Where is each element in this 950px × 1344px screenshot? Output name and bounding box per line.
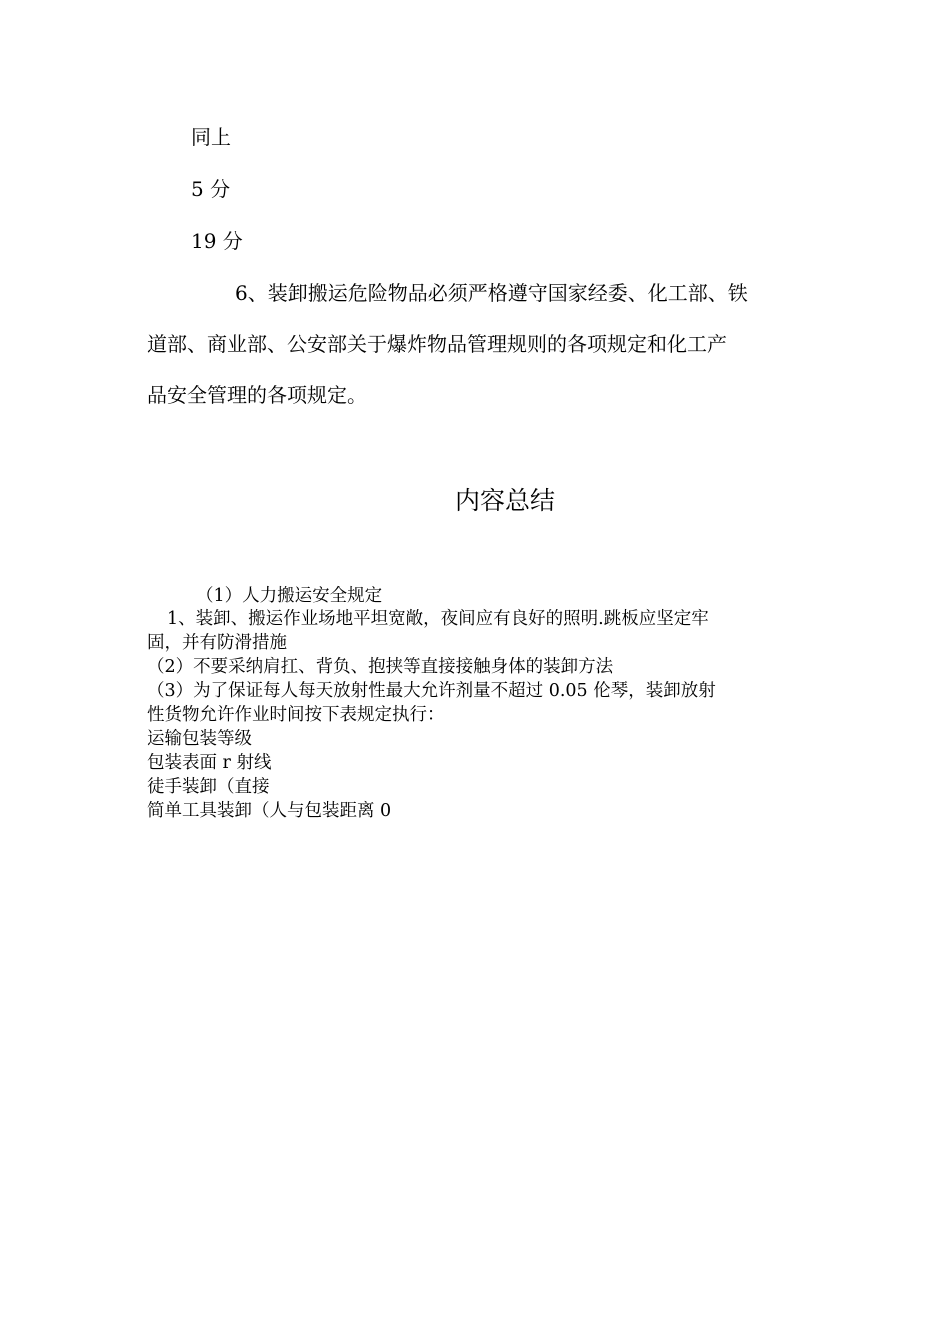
paragraph-line-2: 道部、商业部、公安部关于爆炸物品管理规则的各项规定和化工产 — [147, 332, 727, 356]
summary-line-4: （2）不要采纳肩扛、背负、抱挟等直接接触身体的装卸方法 — [147, 657, 614, 677]
summary-line-6: 性货物允许作业时间按下表规定执行： — [147, 705, 445, 725]
summary-line-9: 徒手装卸（直接 — [147, 777, 270, 797]
summary-line-7: 运输包装等级 — [147, 729, 252, 749]
paragraph-line-1: 6、装卸搬运危险物品必须严格遵守国家经委、化工部、铁 — [235, 281, 748, 305]
summary-line-8: 包装表面 r 射线 — [147, 753, 272, 773]
summary-line-5: （3）为了保证每人每天放射性最大允许剂量不超过 0.05 伦琴，装卸放射 — [147, 681, 716, 701]
paragraph-line-3: 品安全管理的各项规定。 — [147, 383, 367, 407]
item-19-minutes: 19 分 — [191, 229, 243, 253]
summary-heading: 内容总结 — [454, 486, 555, 515]
item-same-as-above: 同上 — [191, 125, 231, 149]
summary-line-2: 1、装卸、搬运作业场地平坦宽敞，夜间应有良好的照明.跳板应坚定牢 — [167, 609, 709, 629]
summary-line-3: 固，并有防滑措施 — [147, 633, 287, 653]
summary-line-10: 简单工具装卸（人与包装距离 0 — [147, 801, 392, 821]
summary-line-1: （1）人力搬运安全规定 — [196, 586, 383, 606]
item-5-minutes: 5 分 — [191, 177, 231, 201]
